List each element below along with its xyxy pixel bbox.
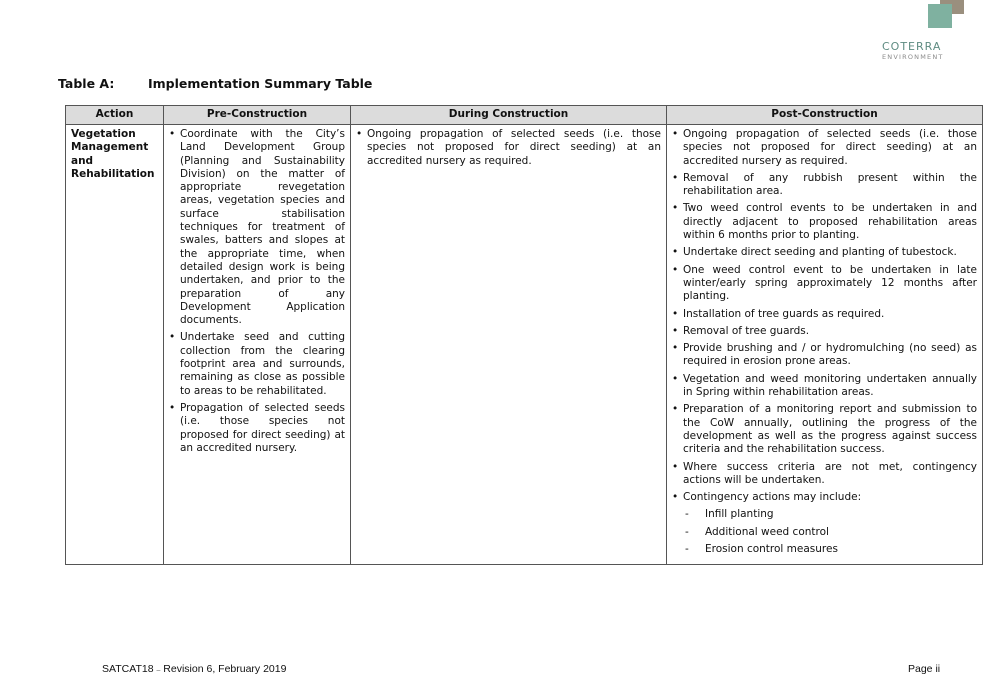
company-logo xyxy=(870,0,980,64)
list-item: • Two weed control events to be undertaken in and directly adjacent to proposed rehabilitation areas within 6 months prior to planting. xyxy=(672,202,977,242)
header-row xyxy=(66,106,983,125)
header-pre-construction: Pre-Construction xyxy=(164,106,351,125)
list-item: • Removal of tree guards. xyxy=(672,325,977,338)
list-item: • Vegetation and weed monitoring undertaken annually in Spring within rehabilitation areas. xyxy=(672,373,977,400)
list-item: • Undertake seed and cutting collection from the clearing footprint area and surrounds, remaining as close as possible to areas to be rehabilitated. xyxy=(169,331,345,397)
contingency-item: - Erosion control measures xyxy=(683,543,977,556)
list-item: • Preparation of a monitoring report and submission to the CoW annually, outlining the progress of the development as well as the progress against success criteria and the rehabilitation success. xyxy=(672,403,977,456)
header-during-construction: During Construction xyxy=(351,106,667,125)
contingency-item: - Infill planting xyxy=(683,508,977,521)
table-title: Implementation Summary Table xyxy=(148,76,373,91)
list-item: • Propagation of selected seeds (i.e. those species not proposed for direct seeding) at an accredited nursery. xyxy=(169,402,345,455)
implementation-summary-table xyxy=(65,105,983,565)
contingency-list xyxy=(683,508,977,556)
pre-construction-cell xyxy=(164,125,351,565)
revision-info: Revision 6, February 2019 xyxy=(163,663,287,675)
list-item: • Ongoing propagation of selected seeds (i.e. those species not proposed for direct seeding) at an accredited nursery as required. xyxy=(672,128,977,168)
logo-square-green xyxy=(928,4,952,28)
list-item: • Ongoing propagation of selected seeds (i.e. those species not proposed for direct seeding) at an accredited nursery as required. xyxy=(356,128,661,168)
header-action: Action xyxy=(66,106,164,125)
contingency-item: - Additional weed control xyxy=(683,526,977,539)
action-cell: Vegetation Management and Rehabilitation xyxy=(66,125,164,565)
table-label: Table A: xyxy=(58,76,115,91)
footer-document-info xyxy=(102,663,286,675)
list-item: • One weed control event to be undertaken in late winter/early spring approximately 12 months after planting. xyxy=(672,264,977,304)
header-post-construction: Post-Construction xyxy=(667,106,983,125)
during-construction-cell xyxy=(351,125,667,565)
list-item: • Undertake direct seeding and planting of tubestock. xyxy=(672,246,977,259)
post-construction-cell xyxy=(667,125,983,565)
list-item: • Provide brushing and / or hydromulching (no seed) as required in erosion prone areas. xyxy=(672,342,977,369)
post-construction-list xyxy=(672,128,977,556)
footer-separator: – xyxy=(156,667,161,674)
list-item: • Removal of any rubbish present within the rehabilitation area. xyxy=(672,172,977,199)
contingency-intro: Contingency actions may include: xyxy=(683,491,862,504)
table-row xyxy=(66,125,983,565)
logo-name: COTERRA xyxy=(882,40,942,53)
logo-subtitle: ENVIRONMENT xyxy=(882,53,944,61)
list-item: • Coordinate with the City’s Land Development Group (Planning and Sustainability Division) on the matter of appropriate revegetation areas, vegetation species and surface stabilisation techniques for treatment of swales, batters and slopes at the appropriate time, when detailed design work is being undertaken, and prior to the preparation of any Development Application documents. xyxy=(169,128,345,327)
list-item: • Where success criteria are not met, contingency actions will be undertaken. xyxy=(672,461,977,488)
during-construction-list xyxy=(356,128,661,168)
list-item-contingency xyxy=(672,491,977,556)
list-item: • Installation of tree guards as required. xyxy=(672,308,977,321)
document-code: SATCAT18 xyxy=(102,663,154,675)
table-heading xyxy=(58,76,372,91)
page-number: Page ii xyxy=(908,663,941,675)
pre-construction-list xyxy=(169,128,345,455)
